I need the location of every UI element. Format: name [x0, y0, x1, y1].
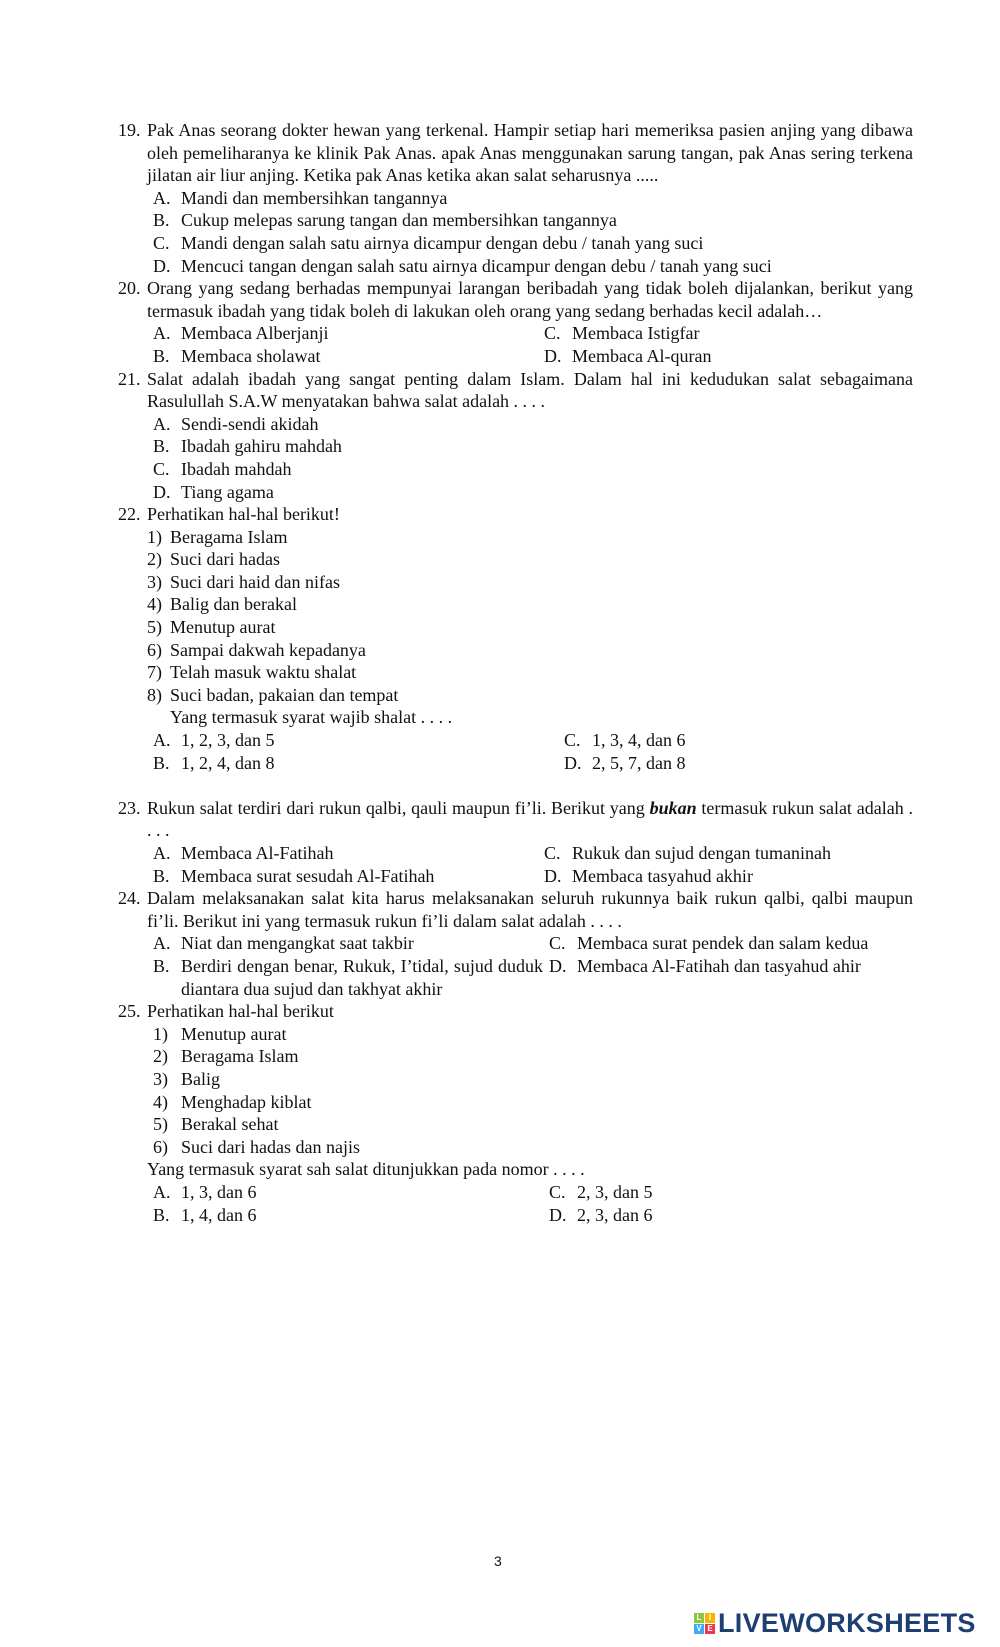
item-text: Suci badan, pakaian dan tempat: [170, 684, 399, 705]
list-item: [147, 1136, 913, 1159]
option-text: 2, 3, dan 6: [577, 1204, 653, 1225]
option-letter: D.: [549, 1204, 567, 1225]
answer-option[interactable]: [147, 865, 538, 888]
answer-option[interactable]: [147, 729, 558, 752]
option-text: Cukup melepas sarung tangan dan membersihkan tangannya: [181, 210, 617, 231]
question-stem: Salat adalah ibadah yang sangat penting dalam Islam. Dalam hal ini kedudukan salat sebagaimana Rasulullah S.A.W menyatakan bahwa salat adalah . . . .: [147, 368, 913, 412]
item-number: 4): [153, 1091, 168, 1112]
option-text: Membaca surat pendek dan salam kedua: [577, 933, 869, 954]
list-item: [147, 1045, 913, 1068]
option-text: Berdiri dengan benar, Rukuk, I’tidal, sujud duduk diantara dua sujud dan takhyat akhir: [181, 955, 543, 999]
list-item: [147, 1113, 913, 1136]
question-number: 21.: [118, 368, 141, 389]
option-text: Rukuk dan sujud dengan tumaninah: [572, 843, 831, 863]
answer-option[interactable]: [147, 481, 913, 504]
item-text: Balig dan berakal: [170, 594, 297, 615]
item-text: Suci dari hadas: [170, 549, 280, 570]
question-21: [118, 368, 913, 504]
option-text: Mandi dengan salah satu airnya dicampur dengan debu / tanah yang suci: [181, 232, 704, 253]
item-text: Suci dari hadas dan najis: [181, 1136, 360, 1157]
question-number: 20.: [118, 278, 141, 299]
list-item: [147, 1091, 913, 1114]
emphasis-text: bukan: [649, 797, 697, 818]
option-text: Mandi dan membersihkan tangannya: [181, 187, 448, 208]
logo-tile: I: [705, 1613, 715, 1623]
item-text: Menutup aurat: [170, 617, 276, 638]
option-letter: A.: [153, 1181, 171, 1202]
option-text: Membaca Alberjanji: [181, 323, 329, 344]
option-letter: C.: [544, 323, 561, 344]
question-number: 19.: [118, 120, 141, 140]
list-item: [147, 548, 913, 571]
question-stem: Perhatikan hal-hal berikut!: [147, 504, 340, 525]
question-stem: Pak Anas seorang dokter hewan yang terkenal. Hampir setiap hari memeriksa pasien anjing yang dibawa oleh pemeliharanya ke klinik Pak Anas. apak Anas menggunakan sarung tangan, pak Anas sering terkena jilatan air liur anjing. Ketika pak Anas ketika akan salat seharusnya .....: [147, 120, 913, 186]
option-text: Membaca Istigfar: [572, 323, 700, 344]
option-letter: B.: [153, 865, 170, 886]
logo-tile: E: [705, 1624, 715, 1634]
option-letter: C.: [564, 730, 581, 751]
option-text: Membaca Al-Fatihah: [181, 843, 334, 863]
option-letter: A.: [153, 323, 171, 344]
option-text: 1, 3, 4, dan 6: [592, 730, 686, 751]
question-prompt: Yang termasuk syarat sah salat ditunjukkan pada nomor . . . .: [147, 1159, 585, 1180]
answer-option[interactable]: [147, 187, 913, 210]
option-text: 1, 4, dan 6: [181, 1204, 257, 1225]
question-prompt: Yang termasuk syarat wajib shalat . . . .: [170, 707, 453, 728]
answer-option[interactable]: [147, 345, 538, 368]
option-text: 1, 2, 4, dan 8: [181, 752, 275, 773]
item-number: 6): [153, 1136, 168, 1157]
item-number: 4): [147, 594, 162, 615]
item-number: 2): [147, 549, 162, 570]
option-text: Sendi-sendi akidah: [181, 413, 319, 434]
answer-option[interactable]: [538, 322, 913, 345]
question-23: [118, 797, 913, 887]
answer-option[interactable]: [147, 255, 913, 278]
option-text: Niat dan mengangkat saat takbir: [181, 933, 414, 954]
option-text: Membaca tasyahud akhir: [572, 865, 753, 886]
option-text: Ibadah mahdah: [181, 458, 292, 479]
option-letter: D.: [544, 865, 562, 886]
item-number: 5): [147, 617, 162, 638]
option-letter: B.: [153, 752, 170, 773]
option-letter: A.: [153, 843, 171, 863]
answer-option[interactable]: [147, 1181, 543, 1204]
option-letter: D.: [564, 752, 582, 773]
option-letter: A.: [153, 730, 171, 751]
question-stem: Perhatikan hal-hal berikut: [147, 1001, 334, 1022]
item-text: Beragama Islam: [181, 1046, 299, 1067]
answer-option[interactable]: [538, 865, 913, 888]
logo-text: LIVEWORKSHEETS: [718, 1608, 976, 1638]
question-number: 22.: [118, 504, 141, 525]
question-number: 25.: [118, 1001, 141, 1022]
item-text: Suci dari haid dan nifas: [170, 571, 340, 592]
answer-option[interactable]: [147, 232, 913, 255]
option-text: Membaca Al-Fatihah dan tasyahud ahir: [577, 955, 861, 976]
item-number: 8): [147, 684, 162, 705]
question-25: [118, 1000, 913, 1226]
logo-tile: L: [694, 1613, 704, 1623]
option-letter: C.: [549, 933, 566, 954]
option-letter: A.: [153, 187, 171, 208]
option-letter: D.: [153, 255, 171, 276]
option-letter: D.: [549, 955, 567, 976]
answer-option[interactable]: [147, 1204, 543, 1227]
option-text: 2, 3, dan 5: [577, 1181, 653, 1202]
option-letter: C.: [153, 458, 170, 479]
list-item: [147, 639, 913, 662]
option-letter: C.: [549, 1181, 566, 1202]
answer-option[interactable]: [147, 435, 913, 458]
option-text: 1, 2, 3, dan 5: [181, 730, 275, 751]
answer-option[interactable]: [147, 932, 543, 955]
item-number: 3): [147, 571, 162, 592]
option-text: Mencuci tangan dengan salah satu airnya dicampur dengan debu / tanah yang suci: [181, 255, 772, 276]
question-20: [118, 277, 913, 367]
list-item: [147, 1023, 913, 1046]
option-text: Membaca sholawat: [181, 345, 321, 366]
list-item: [147, 571, 913, 594]
option-text: 1, 3, dan 6: [181, 1181, 257, 1202]
list-item: [147, 616, 913, 639]
question-stem: Orang yang sedang berhadas mempunyai larangan beribadah yang tidak boleh dijalankan, berikut yang termasuk ibadah yang tidak boleh di lakukan oleh orang yang sedang berhadas kecil adalah…: [147, 278, 913, 321]
answer-option[interactable]: [147, 322, 538, 345]
answer-option[interactable]: [147, 842, 538, 865]
item-text: Sampai dakwah kepadanya: [170, 639, 366, 660]
option-text: Membaca surat sesudah Al-Fatihah: [181, 865, 435, 886]
option-text: 2, 5, 7, dan 8: [592, 752, 686, 773]
answer-option[interactable]: [147, 955, 543, 1000]
answer-option[interactable]: [538, 345, 913, 368]
option-letter: B.: [153, 1204, 170, 1225]
answer-option[interactable]: [147, 458, 913, 481]
question-number: 23.: [118, 797, 141, 818]
option-letter: B.: [153, 210, 170, 231]
item-number: 3): [153, 1068, 168, 1089]
list-item: [147, 526, 913, 549]
item-number: 2): [153, 1046, 168, 1067]
item-text: Beragama Islam: [170, 526, 288, 547]
worksheet-content: [118, 119, 913, 1226]
list-item: [147, 661, 913, 684]
question-24: [118, 887, 913, 1000]
list-item: [147, 1068, 913, 1091]
answer-option[interactable]: [538, 842, 913, 865]
option-letter: B.: [153, 955, 170, 976]
item-text: Telah masuk waktu shalat: [170, 662, 357, 683]
option-letter: A.: [153, 413, 171, 434]
item-text: Menghadap kiblat: [181, 1091, 312, 1112]
answer-option[interactable]: [147, 752, 558, 775]
option-text: Ibadah gahiru mahdah: [181, 436, 342, 457]
option-letter: C.: [544, 843, 561, 863]
answer-option[interactable]: [543, 955, 913, 1000]
answer-option[interactable]: [147, 413, 913, 436]
stem-text: Rukun salat terdiri dari rukun qalbi, qauli maupun fi’li. Berikut yang: [147, 797, 650, 818]
answer-option[interactable]: [558, 752, 913, 775]
answer-option[interactable]: [543, 1181, 913, 1204]
list-item: [147, 593, 913, 616]
liveworksheets-logo: [694, 1608, 976, 1639]
item-number: 1): [147, 526, 162, 547]
list-item: [147, 684, 913, 707]
answer-option[interactable]: [543, 1204, 913, 1227]
stem-text: termasuk rukun salat adalah . . . .: [147, 797, 913, 841]
item-number: 5): [153, 1114, 168, 1135]
logo-tile: V: [694, 1624, 704, 1634]
option-letter: C.: [153, 232, 170, 253]
page-number: 3: [494, 1553, 502, 1569]
answer-option[interactable]: [543, 932, 913, 955]
option-letter: B.: [153, 345, 170, 366]
question-19: [118, 119, 913, 277]
option-letter: D.: [544, 345, 562, 366]
item-text: Menutup aurat: [181, 1023, 287, 1044]
answer-option[interactable]: [558, 729, 913, 752]
item-number: 1): [153, 1023, 168, 1044]
option-text: Membaca Al-quran: [572, 345, 712, 366]
item-text: Balig: [181, 1068, 220, 1089]
question-stem: Dalam melaksanakan salat kita harus melaksanakan seluruh rukunnya baik rukun qalbi, qalbi maupun fi’li. Berikut ini yang termasuk rukun fi’li dalam salat adalah . . . .: [147, 888, 913, 931]
option-text: Tiang agama: [181, 481, 274, 502]
option-letter: A.: [153, 933, 171, 954]
question-22: [118, 503, 913, 774]
option-letter: B.: [153, 436, 170, 457]
question-stem: [147, 797, 913, 842]
question-number: 24.: [118, 888, 141, 909]
option-letter: D.: [153, 481, 171, 502]
item-number: 6): [147, 639, 162, 660]
item-number: 7): [147, 662, 162, 683]
answer-option[interactable]: [147, 209, 913, 232]
item-text: Berakal sehat: [181, 1114, 279, 1135]
logo-tiles-icon: [694, 1613, 715, 1634]
